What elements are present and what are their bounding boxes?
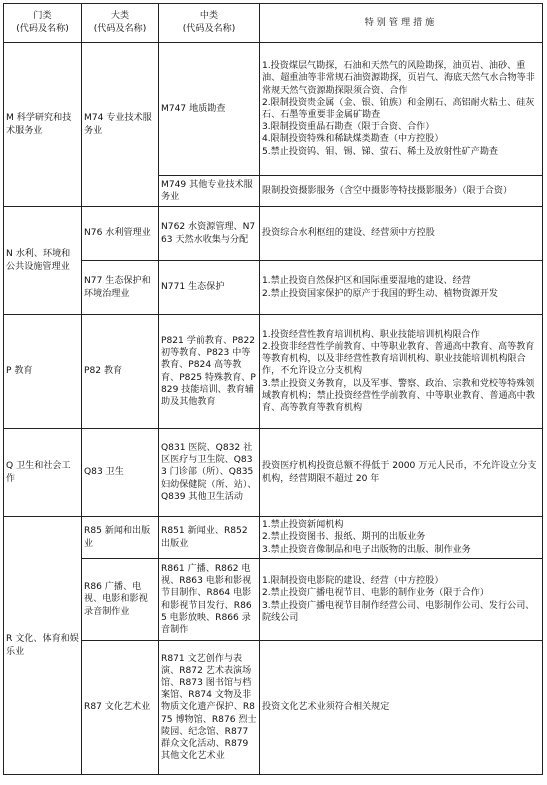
measure-item: 1.禁止投资新闻机构 (262, 520, 344, 531)
header-cuo-title: 特别管理措施 (364, 17, 438, 28)
header-row (4, 4, 543, 43)
header-da-title: 大类 (110, 11, 130, 21)
table-row (4, 207, 543, 261)
measure-item: 2.投资非经营性学前教育、中等职业教育、普通高中教育、高等教育等教育机构，以及非经营性教育培训机构、职业技能培训机构限合作，不允许设立分支机构 (262, 341, 535, 377)
measure-item: 投资综合水利枢纽的建设、经营须中方控股 (262, 228, 435, 239)
header-men-title: 门类 (33, 11, 52, 21)
table-row (4, 517, 543, 559)
table-row (4, 43, 543, 176)
measure-item: 投资医疗机构投资总额不得低于 2000 万元人民币，不允许设立分支机构，经营期限不超过 20 年 (262, 461, 537, 484)
measure-item: 1.限制投资电影院的建设、经营（中方控股） (262, 576, 444, 587)
measure-item: 5.禁止投资钨、钼、锡、锑、萤石、稀土及放射性矿产勘查 (262, 146, 499, 157)
header-da (82, 4, 159, 43)
special-management-measures-table (3, 3, 543, 775)
header-zhong-title: 中类 (199, 11, 219, 21)
mid-class-cell: R861 广播、R862 电视、R863 电影和影视节目制作、R864 电影和影视节目发行、R865 电影放映、R866 录音制作 (159, 559, 260, 641)
major-class-cell: Q83 卫生 (82, 429, 159, 517)
measure-item: 2.禁止投资国家保护的原产于我国的野生动、植物资源开发 (262, 288, 499, 299)
measures-cell (260, 429, 543, 517)
measure-item: 3.限制投资重晶石勘查（限于合资、合作） (262, 122, 435, 133)
mid-class-cell: N771 生态保护 (159, 261, 260, 315)
table-row (4, 261, 543, 315)
header-men-sub: (代码及名称) (16, 24, 69, 34)
major-class-cell: N76 水利管理业 (82, 207, 159, 261)
mid-class-cell: M747 地质勘查 (159, 43, 260, 176)
measures-cell (260, 517, 543, 559)
measures-cell (260, 207, 543, 261)
major-class-cell: R87 文化艺术业 (82, 641, 159, 775)
table-row (4, 559, 543, 641)
table-row (4, 429, 543, 517)
header-cuo (260, 4, 543, 43)
category-cell: R 文化、体育和娱乐业 (4, 517, 82, 775)
mid-class-cell: R871 文艺创作与表演、R872 艺术表演场馆、R873 图书馆与档案馆、R874 文物及非物质文化遗产保护、R875 博物馆、R876 烈士陵园、纪念馆、R877 群众文化活动、R879 其他文化艺术业 (159, 641, 260, 775)
mid-class-cell: N762 水资源管理、N763 天然水收集与分配 (159, 207, 260, 261)
category-cell: Q 卫生和社会工作 (4, 429, 82, 517)
header-zhong (159, 4, 260, 43)
mid-class-cell: Q831 医院、Q832 社区医疗与卫生院、Q833 门诊部（所）、Q835 妇幼保健院（所、站）、Q839 其他卫生活动 (159, 429, 260, 517)
table-row (4, 641, 543, 775)
measure-item: 限制投资摄影服务（含空中摄影等特技摄影服务）（限于合资） (262, 185, 513, 196)
measure-item: 1.投资煤层气勘探，石油和天然气的风险勘探，油页岩、油砂、重油、超重油等非常规石油资源勘探，页岩气、海底天然气水合物等非常规天然气资源勘探限须合资、合作 (262, 61, 535, 96)
mid-class-cell: P821 学前教育、P822 初等教育、P823 中等教育、P824 高等教育、P825 特殊教育、P829 技能培训、教育辅助及其他教育 (159, 315, 260, 429)
measure-item: 4.限制投资特殊和稀缺煤类勘查（中方控股） (262, 134, 444, 145)
measures-cell (260, 559, 543, 641)
table-row (4, 315, 543, 429)
mid-class-cell: M749 其他专业技术服务业 (159, 176, 260, 207)
major-class-cell: P82 教育 (82, 315, 159, 429)
measures-cell (260, 261, 543, 315)
measure-item: 2.禁止投资广播电视节目、电影的制作业务（限于合作） (262, 588, 489, 599)
measure-item: 投资文化艺术业须符合相关规定 (262, 702, 390, 713)
measure-item: 1.投资经营性教育培训机构、职业技能培训机构限合作 (262, 329, 480, 340)
measures-cell (260, 176, 543, 207)
header-zhong-sub: (代码及名称) (182, 24, 236, 34)
measure-item: 2.限制投资贵金属（金、银、铂族）和金刚石、高铝耐火粘土、硅灰石、石墨等重要非金属矿勘查 (262, 97, 535, 120)
measure-item: 3.禁止投资音像制品和电子出版物的出版、制作业务 (262, 544, 471, 555)
major-class-cell: R86 广播、电视、电影和影视录音制作业 (82, 559, 159, 641)
measure-item: 1.禁止投资自然保护区和国际重要湿地的建设、经营 (262, 276, 471, 287)
mid-class-cell: R851 新闻业、R852 出版业 (159, 517, 260, 559)
measure-item: 3.禁止投资义务教育，以及军事、警察、政治、宗教和党校等特殊领域教育机构；禁止投资经营性学前教育、中等职业教育、普通高中教育、高等教育等教育机构 (262, 378, 535, 413)
category-cell: M 科学研究和技术服务业 (4, 43, 82, 207)
major-class-cell: N77 生态保护和环境治理业 (82, 261, 159, 315)
measure-item: 2.禁止投资图书、报纸、期刊的出版业务 (262, 532, 426, 543)
major-class-cell: M74 专业技术服务业 (82, 43, 159, 207)
major-class-cell: R85 新闻和出版业 (82, 517, 159, 559)
measures-cell (260, 43, 543, 176)
measure-item: 3.禁止投资广播电视节目制作经营公司、电影制作公司、发行公司、院线公司 (262, 600, 535, 623)
measures-cell (260, 641, 543, 775)
header-men (4, 4, 82, 43)
category-cell: N 水利、环境和公共设施管理业 (4, 207, 82, 315)
category-cell: P 教育 (4, 315, 82, 429)
measures-cell (260, 315, 543, 429)
header-da-sub: (代码及名称) (93, 24, 147, 34)
